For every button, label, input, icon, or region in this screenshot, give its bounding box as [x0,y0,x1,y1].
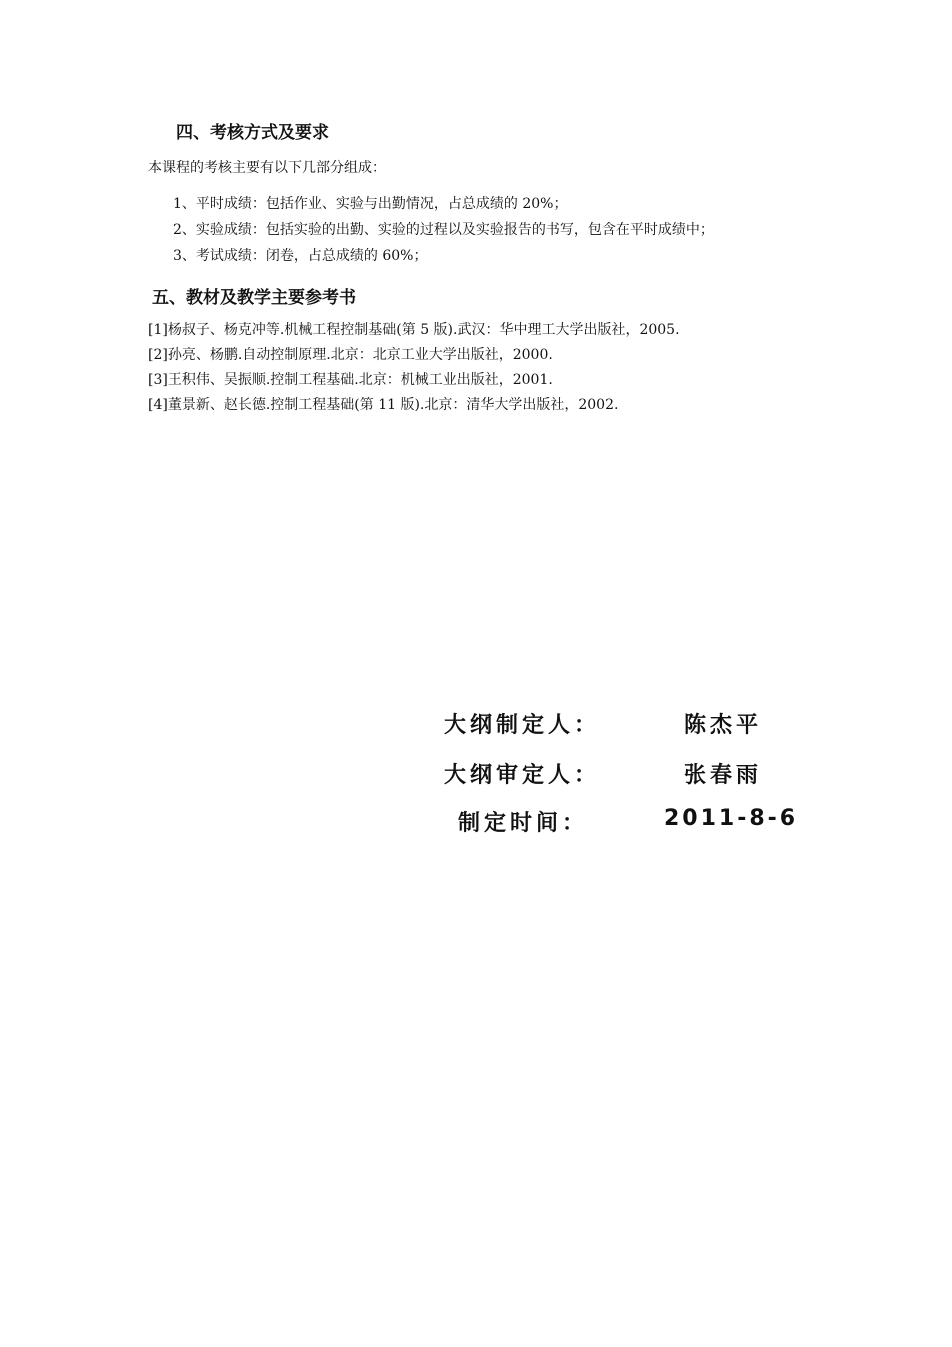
reference-item: [4]董景新、赵长德.控制工程基础(第 11 版).北京：清华大学出版社，2002. [148,397,619,413]
date-value: 2011-8-6 [664,806,799,831]
section-4-heading: 四、考核方式及要求 [176,123,329,143]
assessment-item: 2、实验成绩：包括实验的出勤、实验的过程以及实验报告的书写，包含在平时成绩中； [173,222,714,238]
reference-item: [1]杨叔子、杨克冲等.机械工程控制基础(第 5 版).武汉：华中理工大学出版社，2005. [148,322,680,338]
reviewer-label: 大纲审定人： [444,763,601,788]
assessment-item: 3、考试成绩：闭卷，占总成绩的 60%； [173,248,428,264]
reviewer-value: 张春雨 [684,763,763,788]
section-5-heading: 五、教材及教学主要参考书 [152,288,356,308]
author-value: 陈杰平 [684,713,763,738]
author-label: 大纲制定人： [444,713,601,738]
reference-item: [3]王积伟、吴振顺.控制工程基础.北京：机械工业出版社，2001. [148,372,553,388]
date-label: 制定时间： [458,811,589,836]
assessment-item: 1、平时成绩：包括作业、实验与出勤情况，占总成绩的 20%； [173,196,568,212]
section-4-intro: 本课程的考核主要有以下几部分组成： [148,160,386,176]
reference-item: [2]孙亮、杨鹏.自动控制原理.北京：北京工业大学出版社，2000. [148,347,553,363]
